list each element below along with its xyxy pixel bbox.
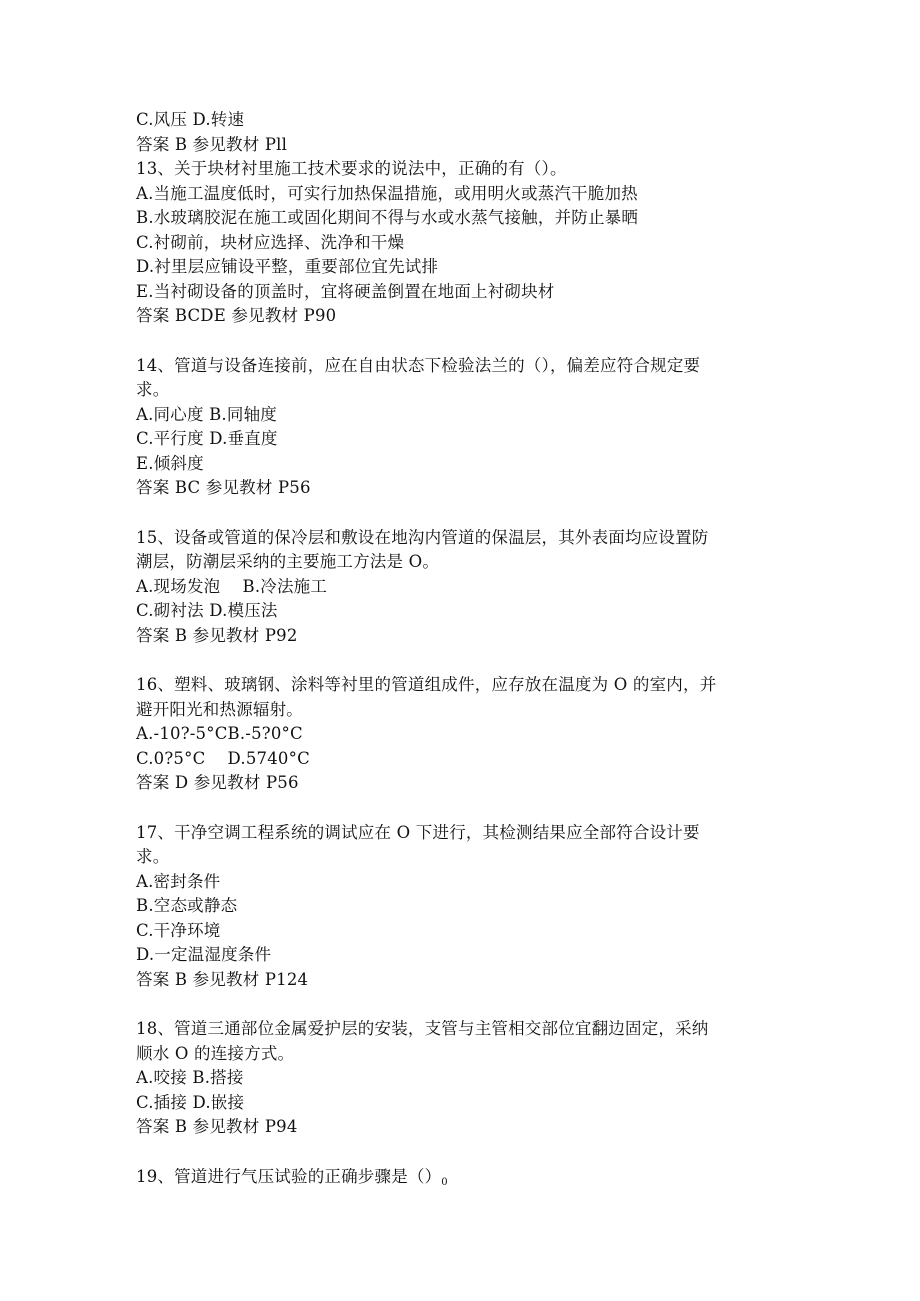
question-12-tail (136, 108, 776, 157)
q17-option-b: B.空态或静态 (136, 896, 238, 915)
question-14 (136, 354, 776, 501)
q15-question-line1: 15、设备或管道的保冷层和敷设在地沟内管道的保温层，其外表面均应设置防 (136, 527, 709, 547)
question-15 (136, 526, 776, 649)
q18-option-ab: A.咬接 B.搭接 (136, 1068, 244, 1087)
q14-question-line2: 求。 (136, 380, 170, 399)
q15-option-cd: C.砌衬法 D.模压法 (136, 601, 278, 620)
q15-answer: 答案 B 参见教材 P92 (136, 625, 298, 645)
q14-option-ab: A.同心度 B.同轴度 (136, 404, 277, 424)
question-13 (136, 157, 776, 329)
q19-question-suffix: 0 (441, 1176, 448, 1188)
q13-option-e: E.当衬砌设备的顶盖时，宜将硬盖倒置在地面上衬砌块材 (136, 281, 555, 301)
q14-option-cd: C.平行度 D.垂直度 (136, 429, 278, 448)
q18-answer: 答案 B 参见教材 P94 (136, 1117, 298, 1136)
q18-option-cd: C.插接 D.嵌接 (136, 1092, 245, 1112)
q17-question-line1: 17、干净空调工程系统的调试应在 O 下进行，其检测结果应全部符合设计要 (136, 822, 700, 842)
q15-option-ab: A.现场发泡 B.冷法施工 (136, 576, 328, 596)
q17-option-d: D.一定温湿度条件 (136, 945, 272, 964)
q12-options-line: C.风压 D.转速 (136, 110, 245, 129)
q12-answer: 答案 B 参见教材 Pll (136, 134, 288, 154)
q13-option-a: A.当施工温度低时，可实行加热保温措施，或用明火或蒸汽干脆加热 (136, 183, 638, 203)
q19-question (136, 1165, 776, 1190)
q13-question: 13、关于块材衬里施工技术要求的说法中，正确的有（）。 (136, 159, 567, 178)
question-19 (136, 1165, 776, 1190)
q16-option-cd: C.0?5°C D.5740°C (136, 748, 310, 768)
q13-option-d: D.衬里层应铺设平整，重要部位宜先试排 (136, 257, 439, 276)
q16-option-ab: A.-10?-5°CB.-5?0°C (136, 724, 303, 743)
q16-question-line1: 16、塑料、玻璃钢、涂料等衬里的管道组成件，应存放在温度为 O 的室内，并 (136, 675, 717, 694)
q15-question-line2: 潮层，防潮层采纳的主要施工方法是 O。 (136, 552, 440, 571)
q13-option-c: C.衬砌前，块材应选择、洗净和干燥 (136, 232, 405, 252)
document-content (136, 108, 776, 1189)
q17-option-c: C.干净环境 (136, 920, 221, 940)
q13-option-b: B.水玻璃胶泥在施工或固化期间不得与水或水蒸气接触，并防止暴晒 (136, 208, 639, 227)
q14-question-line1: 14、管道与设备连接前，应在自由状态下检验法兰的（），偏差应符合规定要 (136, 355, 701, 375)
q17-option-a: A.密封条件 (136, 871, 221, 891)
q18-question-line2: 顺水 O 的连接方式。 (136, 1043, 295, 1063)
question-16 (136, 673, 776, 796)
q18-question-line1: 18、管道三通部位金属爱护层的安装，支管与主管相交部位宜翻边固定，采纳 (136, 1019, 709, 1038)
q17-question-line2: 求。 (136, 847, 170, 866)
question-18 (136, 1017, 776, 1140)
q17-answer: 答案 B 参见教材 P124 (136, 969, 309, 989)
q13-answer: 答案 BCDE 参见教材 P90 (136, 306, 337, 325)
question-17 (136, 821, 776, 993)
q16-question-line2: 避开阳光和热源辐射。 (136, 699, 303, 719)
q16-answer: 答案 D 参见教材 P56 (136, 773, 299, 792)
q14-answer: 答案 BC 参见教材 P56 (136, 478, 311, 497)
q19-question-text: 19、管道进行气压试验的正确步骤是（） (136, 1166, 442, 1186)
q14-option-e: E.倾斜度 (136, 453, 204, 473)
